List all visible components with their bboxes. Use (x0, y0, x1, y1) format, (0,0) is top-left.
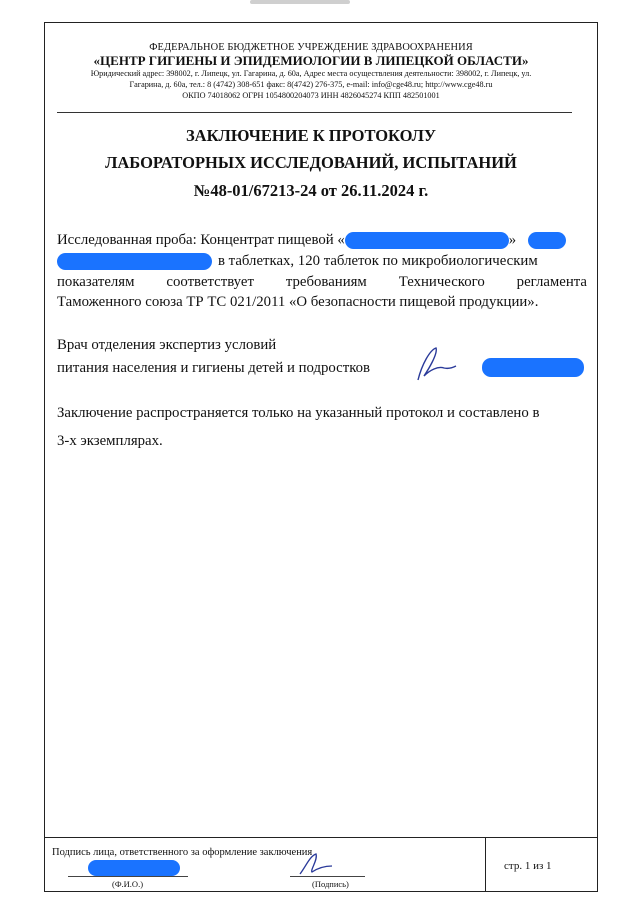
note-line1: Заключение распространяется только на указанный протокол и составлено в (57, 405, 540, 421)
fio-underline (68, 876, 188, 877)
redacted-product-name (345, 232, 509, 249)
redacted-responsible-name (88, 860, 180, 876)
document-title-line1: ЗАКЛЮЧЕНИЕ К ПРОТОКОЛУ (185, 126, 437, 145)
word: регламента (516, 274, 587, 290)
sample-text-b: » (508, 232, 517, 248)
page-number: стр. 1 из 1 (504, 860, 552, 872)
header-divider (57, 112, 572, 113)
doctor-title-line2: питания населения и гигиены детей и подростков (57, 360, 371, 376)
note-line2: 3-х экземплярах. (57, 433, 163, 449)
sample-line4: Таможенного союза ТР ТС 021/2011 «О безопасности пищевой продукции». (57, 294, 539, 310)
fio-label: (Ф.И.О.) (112, 879, 144, 889)
word: требованиям (285, 274, 367, 290)
responsible-label: Подпись лица, ответственного за оформление заключения (52, 847, 313, 858)
sample-line2 (57, 253, 587, 270)
sample-text-a: Исследованная проба: Концентрат пищевой « (57, 232, 345, 248)
footer-divider (44, 837, 598, 838)
word: Технического (398, 274, 485, 290)
signature-label: (Подпись) (312, 879, 349, 889)
org-name: «ЦЕНТР ГИГИЕНЫ И ЭПИДЕМИОЛОГИИ В ЛИПЕЦКОЙ ОБЛАСТИ» (93, 53, 529, 68)
redacted-block (528, 232, 566, 249)
org-contacts: Гагарина, д. 60а, тел.: 8 (4742) 308-651 факс: 8(4742) 276-375, e-mail: info@cge48.ru; http://www.cge48.ru (129, 80, 493, 89)
document-number: №48-01/67213-24 от 26.11.2024 г. (193, 181, 429, 200)
sample-line1 (57, 232, 587, 249)
doctor-title-line1: Врач отделения экспертиз условий (57, 337, 277, 353)
sample-line3 (57, 274, 587, 291)
signature-underline (290, 876, 365, 877)
footer-column-divider (485, 837, 486, 892)
redacted-doctor-name (482, 358, 584, 377)
scan-smudge (250, 0, 350, 4)
org-header-line1: ФЕДЕРАЛЬНОЕ БЮДЖЕТНОЕ УЧРЕЖДЕНИЕ ЗДРАВООХРАНЕНИЯ (149, 42, 473, 53)
redacted-block (57, 253, 212, 270)
word: показателям (57, 274, 135, 290)
sample-text-c: в таблетках, 120 таблеток по микробиологическим (218, 253, 538, 269)
org-address: Юридический адрес: 398002, г. Липецк, ул. Гагарина, д. 60а, Адрес места осуществления деятельности: 398002, г. Липецк, ул. (90, 69, 532, 78)
document-title-line2: ЛАБОРАТОРНЫХ ИССЛЕДОВАНИЙ, ИСПЫТАНИЙ (105, 153, 517, 172)
doctor-signature-icon (408, 344, 458, 384)
org-codes: ОКПО 74018062 ОГРН 1054800204073 ИНН 4826045274 КПП 482501001 (182, 91, 440, 100)
word: соответствует (166, 274, 254, 290)
